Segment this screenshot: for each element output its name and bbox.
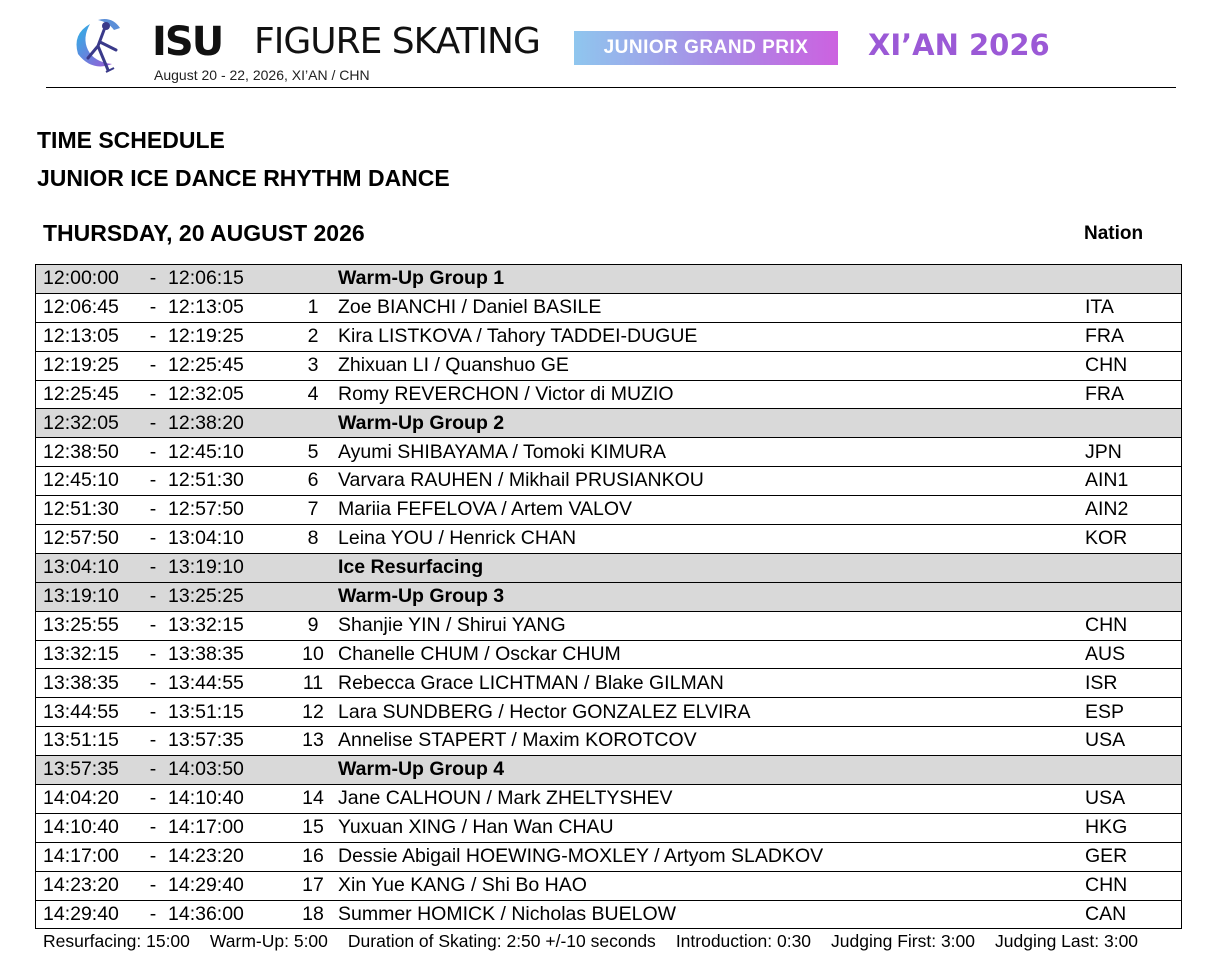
- start-number: 7: [288, 496, 338, 525]
- end-time: 13:38:35: [168, 640, 288, 669]
- footer-introduction: Introduction: 0:30: [675, 931, 812, 951]
- header-divider: [46, 87, 1176, 88]
- start-time: 12:19:25: [36, 351, 139, 380]
- nation-code: CHN: [1085, 871, 1182, 900]
- schedule-row: [36, 871, 1182, 900]
- couple-name: Lara SUNDBERG / Hector GONZALEZ ELVIRA: [338, 698, 1085, 727]
- start-time: 13:38:35: [36, 669, 139, 698]
- end-time: 13:32:15: [168, 611, 288, 640]
- start-number: 2: [288, 322, 338, 351]
- schedule-row: [36, 496, 1182, 525]
- footer-resurfacing: Resurfacing: 15:00: [43, 931, 190, 951]
- end-time: 12:25:45: [168, 351, 288, 380]
- end-time: 14:17:00: [168, 813, 288, 842]
- start-number: 15: [288, 813, 338, 842]
- end-time: 12:19:25: [168, 322, 288, 351]
- start-number: 17: [288, 871, 338, 900]
- schedule-row: [36, 380, 1182, 409]
- couple-name: Summer HOMICK / Nicholas BUELOW: [338, 900, 1085, 929]
- nation-column-heading: Nation: [1084, 223, 1144, 244]
- schedule-break-row: [36, 756, 1182, 785]
- nation-code: ESP: [1085, 698, 1182, 727]
- nation-code: HKG: [1085, 813, 1182, 842]
- couple-name: Ice Resurfacing: [338, 553, 1085, 582]
- nation-code: KOR: [1085, 525, 1182, 554]
- nation-code: CAN: [1085, 900, 1182, 929]
- time-separator: -: [138, 438, 168, 467]
- end-time: 12:51:30: [168, 467, 288, 496]
- nation-code: ITA: [1085, 293, 1182, 322]
- couple-name: Kira LISTKOVA / Tahory TADDEI-DUGUE: [338, 322, 1085, 351]
- schedule-row: [36, 611, 1182, 640]
- couple-name: Jane CALHOUN / Mark ZHELTYSHEV: [338, 785, 1085, 814]
- start-number: 5: [288, 438, 338, 467]
- nation-code: [1085, 582, 1182, 611]
- couple-name: Rebecca Grace LICHTMAN / Blake GILMAN: [338, 669, 1085, 698]
- start-time: 12:25:45: [36, 380, 139, 409]
- nation-code: [1085, 553, 1182, 582]
- couple-name: Annelise STAPERT / Maxim KOROTCOV: [338, 727, 1085, 756]
- day-heading: THURSDAY, 20 AUGUST 2026: [43, 220, 365, 246]
- time-separator: -: [138, 582, 168, 611]
- start-number: 8: [288, 525, 338, 554]
- time-separator: -: [138, 409, 168, 438]
- end-time: 14:03:50: [168, 756, 288, 785]
- end-time: 13:04:10: [168, 525, 288, 554]
- start-time: 13:57:35: [36, 756, 139, 785]
- start-number: 10: [288, 640, 338, 669]
- schedule-break-row: [36, 582, 1182, 611]
- start-number: 16: [288, 842, 338, 871]
- nation-code: [1085, 409, 1182, 438]
- start-time: 13:04:10: [36, 553, 139, 582]
- start-number: [288, 265, 338, 294]
- junior-grand-prix-badge: JUNIOR GRAND PRIX: [574, 31, 838, 65]
- start-time: 14:17:00: [36, 842, 139, 871]
- start-number: 14: [288, 785, 338, 814]
- couple-name: Mariia FEFELOVA / Artem VALOV: [338, 496, 1085, 525]
- nation-code: AIN1: [1085, 467, 1182, 496]
- start-time: 12:32:05: [36, 409, 139, 438]
- start-time: 13:44:55: [36, 698, 139, 727]
- schedule-row: [36, 438, 1182, 467]
- schedule-row: [36, 640, 1182, 669]
- start-time: 13:51:15: [36, 727, 139, 756]
- schedule-row: [36, 525, 1182, 554]
- start-number: 1: [288, 293, 338, 322]
- document-subtitle: JUNIOR ICE DANCE RHYTHM DANCE: [37, 165, 450, 191]
- time-separator: -: [138, 900, 168, 929]
- time-separator: -: [138, 265, 168, 294]
- schedule-table: [35, 264, 1182, 929]
- start-number: 11: [288, 669, 338, 698]
- start-time: 13:25:55: [36, 611, 139, 640]
- couple-name: Shanjie YIN / Shirui YANG: [338, 611, 1085, 640]
- couple-name: Xin Yue KANG / Shi Bo HAO: [338, 871, 1085, 900]
- schedule-break-row: [36, 265, 1182, 294]
- schedule-row: [36, 698, 1182, 727]
- start-number: [288, 582, 338, 611]
- event-city-year: XI’AN 2026: [868, 28, 1050, 62]
- event-dates: August 20 - 22, 2026, XI’AN / CHN: [154, 67, 370, 83]
- page-header: [0, 0, 1210, 92]
- schedule-break-row: [36, 409, 1182, 438]
- couple-name: Yuxuan XING / Han Wan CHAU: [338, 813, 1085, 842]
- schedule-row: [36, 293, 1182, 322]
- time-separator: -: [138, 525, 168, 554]
- start-time: 12:06:45: [36, 293, 139, 322]
- time-separator: -: [138, 669, 168, 698]
- nation-code: AIN2: [1085, 496, 1182, 525]
- start-number: [288, 409, 338, 438]
- couple-name: Warm-Up Group 3: [338, 582, 1085, 611]
- document-title: TIME SCHEDULE: [37, 127, 225, 153]
- nation-code: JPN: [1085, 438, 1182, 467]
- start-time: 12:38:50: [36, 438, 139, 467]
- footer-judging-last: Judging Last: 3:00: [995, 931, 1139, 951]
- start-number: [288, 756, 338, 785]
- couple-name: Leina YOU / Henrick CHAN: [338, 525, 1085, 554]
- start-number: 9: [288, 611, 338, 640]
- nation-code: FRA: [1085, 380, 1182, 409]
- nation-code: CHN: [1085, 351, 1182, 380]
- start-time: 12:13:05: [36, 322, 139, 351]
- end-time: 13:25:25: [168, 582, 288, 611]
- end-time: 14:10:40: [168, 785, 288, 814]
- start-time: 14:10:40: [36, 813, 139, 842]
- skater-logo-icon: [68, 14, 140, 78]
- end-time: 12:06:15: [168, 265, 288, 294]
- time-separator: -: [138, 496, 168, 525]
- time-separator: -: [138, 698, 168, 727]
- start-number: 12: [288, 698, 338, 727]
- start-time: 12:45:10: [36, 467, 139, 496]
- figure-skating-wordmark: FIGURE SKATING: [254, 21, 540, 62]
- time-separator: -: [138, 813, 168, 842]
- couple-name: Zoe BIANCHI / Daniel BASILE: [338, 293, 1085, 322]
- footer-judging-first: Judging First: 3:00: [831, 931, 976, 951]
- start-time: 13:32:15: [36, 640, 139, 669]
- couple-name: Dessie Abigail HOEWING-MOXLEY / Artyom SLADKOV: [338, 842, 1085, 871]
- start-time: 13:19:10: [36, 582, 139, 611]
- time-separator: -: [138, 293, 168, 322]
- nation-code: [1085, 756, 1182, 785]
- time-separator: -: [138, 871, 168, 900]
- time-separator: -: [138, 322, 168, 351]
- couple-name: Warm-Up Group 1: [338, 265, 1085, 294]
- time-separator: -: [138, 351, 168, 380]
- couple-name: Warm-Up Group 4: [338, 756, 1085, 785]
- schedule-row: [36, 351, 1182, 380]
- end-time: 13:44:55: [168, 669, 288, 698]
- start-time: 12:51:30: [36, 496, 139, 525]
- start-number: 3: [288, 351, 338, 380]
- schedule-row: [36, 842, 1182, 871]
- end-time: 13:19:10: [168, 553, 288, 582]
- time-separator: -: [138, 467, 168, 496]
- start-number: 18: [288, 900, 338, 929]
- schedule-row: [36, 467, 1182, 496]
- start-time: 14:23:20: [36, 871, 139, 900]
- nation-code: FRA: [1085, 322, 1182, 351]
- schedule-row: [36, 785, 1182, 814]
- couple-name: Warm-Up Group 2: [338, 409, 1085, 438]
- schedule-row: [36, 669, 1182, 698]
- couple-name: Zhixuan LI / Quanshuo GE: [338, 351, 1085, 380]
- time-separator: -: [138, 727, 168, 756]
- time-separator: -: [138, 785, 168, 814]
- end-time: 12:38:20: [168, 409, 288, 438]
- end-time: 12:45:10: [168, 438, 288, 467]
- isu-wordmark: ISU: [152, 19, 223, 65]
- end-time: 13:51:15: [168, 698, 288, 727]
- end-time: 12:32:05: [168, 380, 288, 409]
- nation-code: GER: [1085, 842, 1182, 871]
- footer-warmup: Warm-Up: 5:00: [209, 931, 328, 951]
- couple-name: Varvara RAUHEN / Mikhail PRUSIANKOU: [338, 467, 1085, 496]
- nation-code: USA: [1085, 785, 1182, 814]
- end-time: 14:36:00: [168, 900, 288, 929]
- time-separator: -: [138, 842, 168, 871]
- schedule-row: [36, 900, 1182, 929]
- start-time: 12:00:00: [36, 265, 139, 294]
- start-number: 4: [288, 380, 338, 409]
- schedule-footer: [43, 931, 1183, 952]
- nation-code: USA: [1085, 727, 1182, 756]
- end-time: 12:13:05: [168, 293, 288, 322]
- time-separator: -: [138, 553, 168, 582]
- nation-code: ISR: [1085, 669, 1182, 698]
- couple-name: Romy REVERCHON / Victor di MUZIO: [338, 380, 1085, 409]
- schedule-row: [36, 322, 1182, 351]
- nation-code: CHN: [1085, 611, 1182, 640]
- start-number: 13: [288, 727, 338, 756]
- couple-name: Ayumi SHIBAYAMA / Tomoki KIMURA: [338, 438, 1085, 467]
- start-time: 14:04:20: [36, 785, 139, 814]
- start-time: 14:29:40: [36, 900, 139, 929]
- start-number: [288, 553, 338, 582]
- schedule-body: [36, 265, 1182, 929]
- time-separator: -: [138, 380, 168, 409]
- schedule-row: [36, 727, 1182, 756]
- footer-duration: Duration of Skating: 2:50 +/-10 seconds: [347, 931, 656, 951]
- start-time: 12:57:50: [36, 525, 139, 554]
- time-separator: -: [138, 640, 168, 669]
- start-number: 6: [288, 467, 338, 496]
- end-time: 12:57:50: [168, 496, 288, 525]
- schedule-row: [36, 813, 1182, 842]
- schedule-break-row: [36, 553, 1182, 582]
- nation-code: [1085, 265, 1182, 294]
- end-time: 14:29:40: [168, 871, 288, 900]
- time-separator: -: [138, 611, 168, 640]
- end-time: 14:23:20: [168, 842, 288, 871]
- couple-name: Chanelle CHUM / Osckar CHUM: [338, 640, 1085, 669]
- end-time: 13:57:35: [168, 727, 288, 756]
- nation-code: AUS: [1085, 640, 1182, 669]
- time-separator: -: [138, 756, 168, 785]
